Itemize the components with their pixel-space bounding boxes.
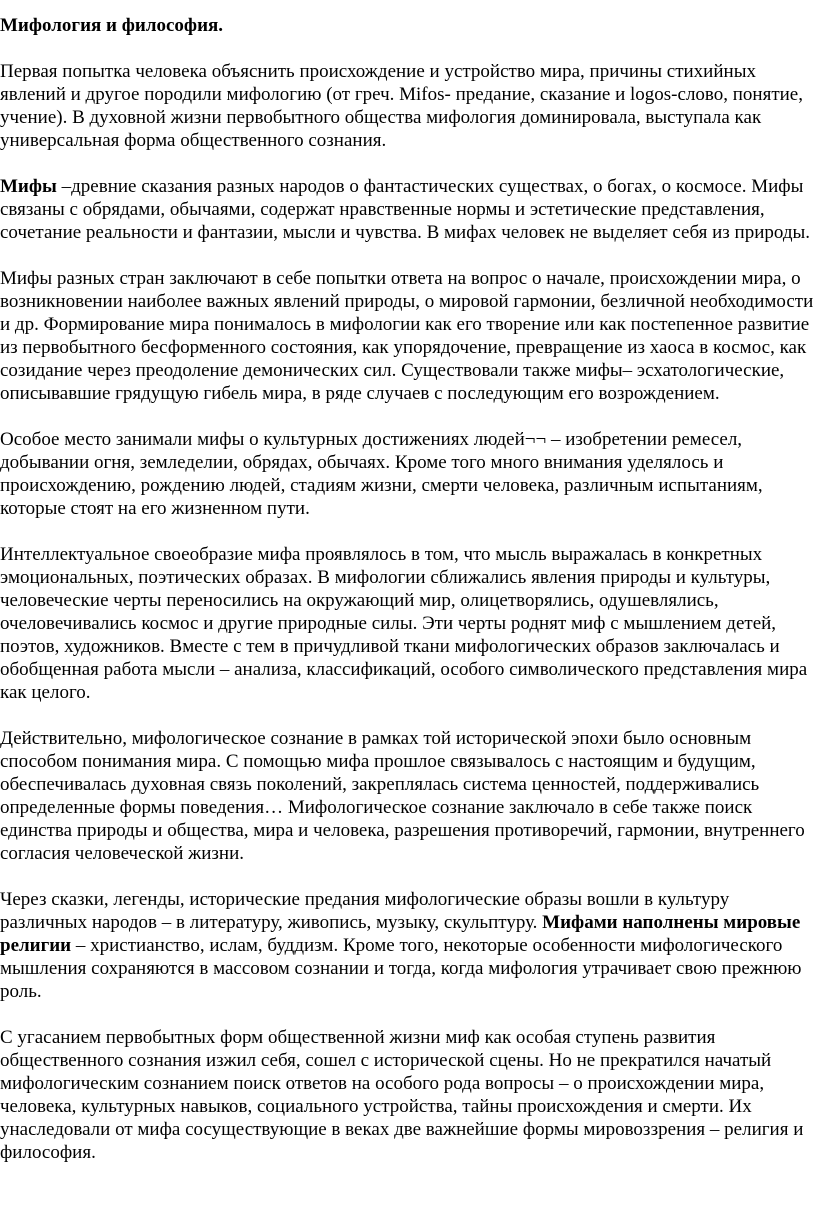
paragraph-4 xyxy=(0,428,816,520)
paragraph-2 xyxy=(0,175,816,244)
paragraph-1 xyxy=(0,60,816,152)
bold-phrase: Мифами наполнены мировые религии xyxy=(0,912,801,956)
paragraph-3 xyxy=(0,267,816,405)
paragraph-7 xyxy=(0,888,816,1003)
paragraph-text: Мифы разных стран заключают в себе попытки ответа на вопрос о начале, происхождении мира, о возникновении наиболее важных явлений природы, о мировой гармонии, безличной необходимости и др. Формирование мира понималось в мифологии как его творение или как постепенное развитие из первобытного бесформенного состояния, как упорядочение, превращение из хаоса в космос, как созидание через преодоление демонических сил. Существовали также мифы– эсхатологические, описывавшие грядущую гибель мира, в ряде случаев с последующим его возрождением. xyxy=(0,268,814,404)
paragraph-text: Особое место занимали мифы о культурных достижениях людей¬¬ – изобретении ремесел, добывании огня, земледелии, обрядах, обычаях. Кроме того много внимания уделялось и происхождению, рождению людей, стадиям жизни, смерти человека, различным испытаниям, которые стоят на его жизненном пути. xyxy=(0,429,763,519)
paragraph-text: С угасанием первобытных форм общественной жизни миф как особая ступень развития общественного сознания изжил себя, сошел с исторической сцены. Но не прекратился начатый мифологическим сознанием поиск ответов на особого рода вопросы – о происхождении мира, человека, культурных навыков, социального устройства, тайны происхождения и смерти. Их унаследовали от мифа сосуществующие в веках две важнейшие формы мировоззрения – религия и философия. xyxy=(0,1027,804,1163)
paragraph-text: Действительно, мифологическое сознание в рамках той исторической эпохи было основным способом понимания мира. С помощью мифа прошлое связывалось с настоящим и будущим, обеспечивалась духовная связь поколений, закреплялась система ценностей, поддерживались определенные формы поведения… Мифологическое сознание заключало в себе также поиск единства природы и общества, мира и человека, разрешения противоречий, гармонии, внутреннего согласия человеческой жизни. xyxy=(0,728,805,864)
paragraph-5 xyxy=(0,543,816,704)
paragraph-8 xyxy=(0,1026,816,1164)
paragraph-text: Интеллектуальное своеобразие мифа проявлялось в том, что мысль выражалась в конкретных эмоциональных, поэтических образах. В мифологии сближались явления природы и культуры, человеческие черты переносились на окружающий мир, олицетворялись, одушевлялись, очеловечивались космос и другие природные силы. Эти черты роднят миф с мышлением детей, поэтов, художников. Вместе с тем в причудливой ткани мифологических образов заключалась и обобщенная работа мысли – анализа, классификаций, особого символического представления мира как целого. xyxy=(0,544,808,703)
paragraph-text: Через сказки, легенды, исторические предания мифологические образы вошли в культуру различных народов – в литературу, живопись, музыку, скульптуру. xyxy=(0,889,730,933)
paragraph-6 xyxy=(0,727,816,865)
document-title: Мифология и философия. xyxy=(0,15,224,36)
paragraph-text: Первая попытка человека объяснить происхождение и устройство мира, причины стихийных явлений и другое породили мифологию (от греч. Mifos- предание, сказание и logos-слово, понятие, учение). В духовной жизни первобытного общества мифология доминировала, выступала как универсальная форма общественного сознания. xyxy=(0,61,803,151)
paragraph-text: – христианство, ислам, буддизм. Кроме того, некоторые особенности мифологического мышления сохраняются в массовом сознании и тогда, когда мифология утрачивает свою прежнюю роль. xyxy=(0,935,802,1002)
bold-term: Мифы xyxy=(0,176,57,197)
document-page xyxy=(0,14,816,1164)
paragraph-text: –древние сказания разных народов о фантастических существах, о богах, о космосе. Мифы связаны с обрядами, обычаями, содержат нравственные нормы и эстетические представления, сочетание реальности и фантазии, мысли и чувства. В мифах человек не выделяет себя из природы. xyxy=(0,176,811,243)
